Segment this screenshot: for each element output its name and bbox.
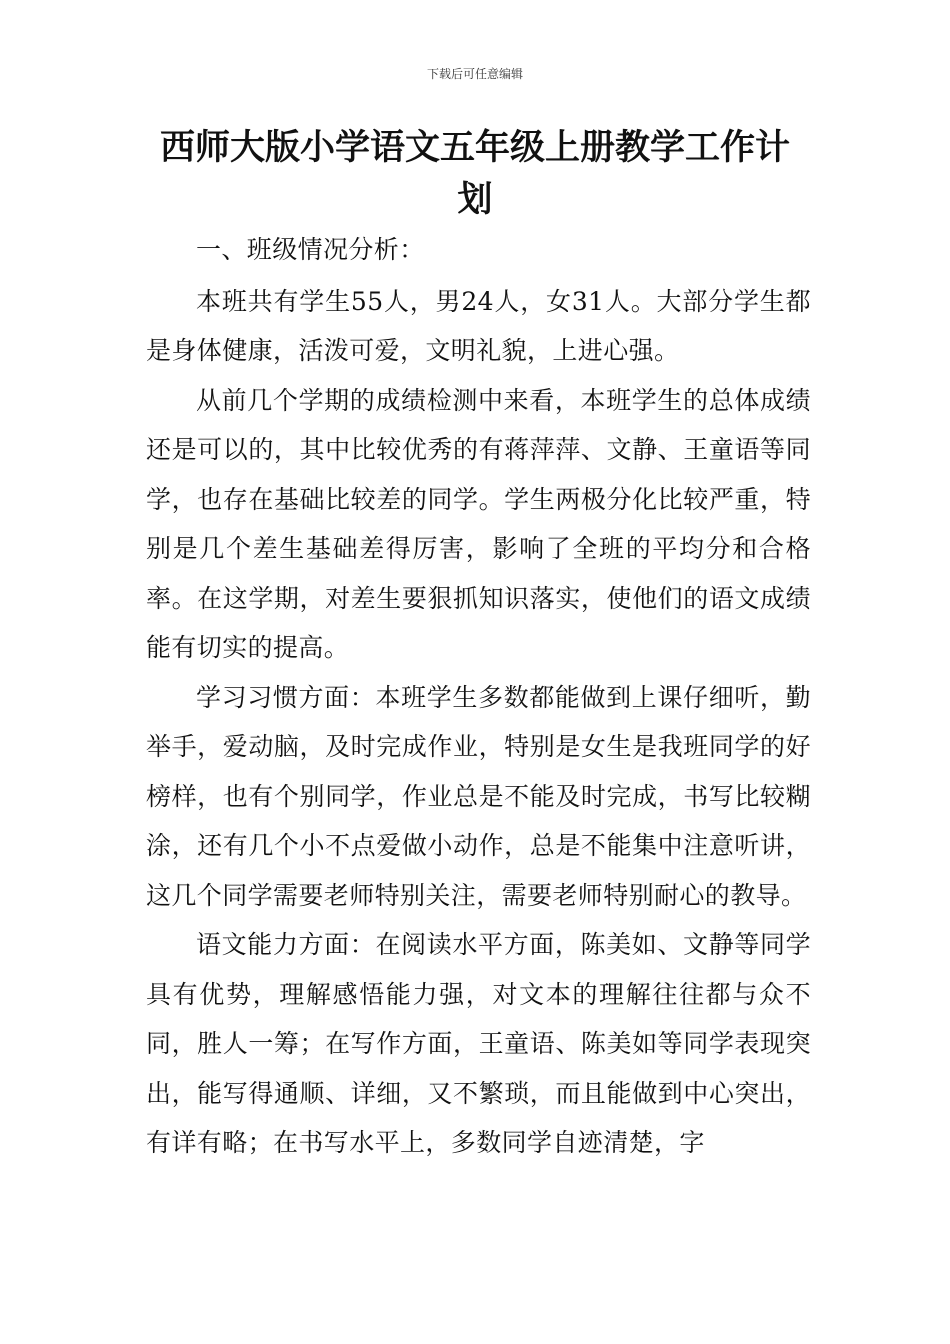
paragraph-grades: 从前几个学期的成绩检测中来看，本班学生的总体成绩还是可以的，其中比较优秀的有蒋萍萍、文静、王童语等同学，也存在基础比较差的同学。学生两极分化比较严重，特别是几个差生基础差得厉害，影响了全班的平均分和合格率。在这学期，对差生要狠抓知识落实，使他们的语文成绩能有切实的提高。 <box>146 385 811 662</box>
document-title: 西师大版小学语文五年级上册教学工作计划 <box>159 128 790 220</box>
paragraph-language-ability: 语文能力方面：在阅读水平方面，陈美如、文静等同学具有优势，理解感悟能力强，对文本的理解往往都与众不同，胜人一筹；在写作方面，王童语、陈美如等同学表现突出，能写得通顺、详细，又不繁琐，而且能做到中心突出，有详有略；在书写水平上，多数同学自迹清楚，字 <box>146 930 811 1157</box>
section-heading: 一、班级情况分析： <box>196 235 425 264</box>
page-header-note: 下载后可任意编辑 <box>426 67 523 81</box>
paragraph-study-habits: 学习习惯方面：本班学生多数都能做到上课仔细听，勤举手，爱动脑，及时完成作业，特别是女生是我班同学的好榜样，也有个别同学，作业总是不能及时完成，书写比较糊涂，还有几个小不点爱做小动作，总是不能集中注意听讲，这几个同学需要老师特别关注，需要老师特别耐心的教导。 <box>146 682 811 910</box>
document-body <box>146 225 811 1168</box>
paragraph-class-size: 本班共有学生55人，男24人，女31人。大部分学生都是身体健康，活泼可爱，文明礼貌，上进心强。 <box>146 286 811 365</box>
